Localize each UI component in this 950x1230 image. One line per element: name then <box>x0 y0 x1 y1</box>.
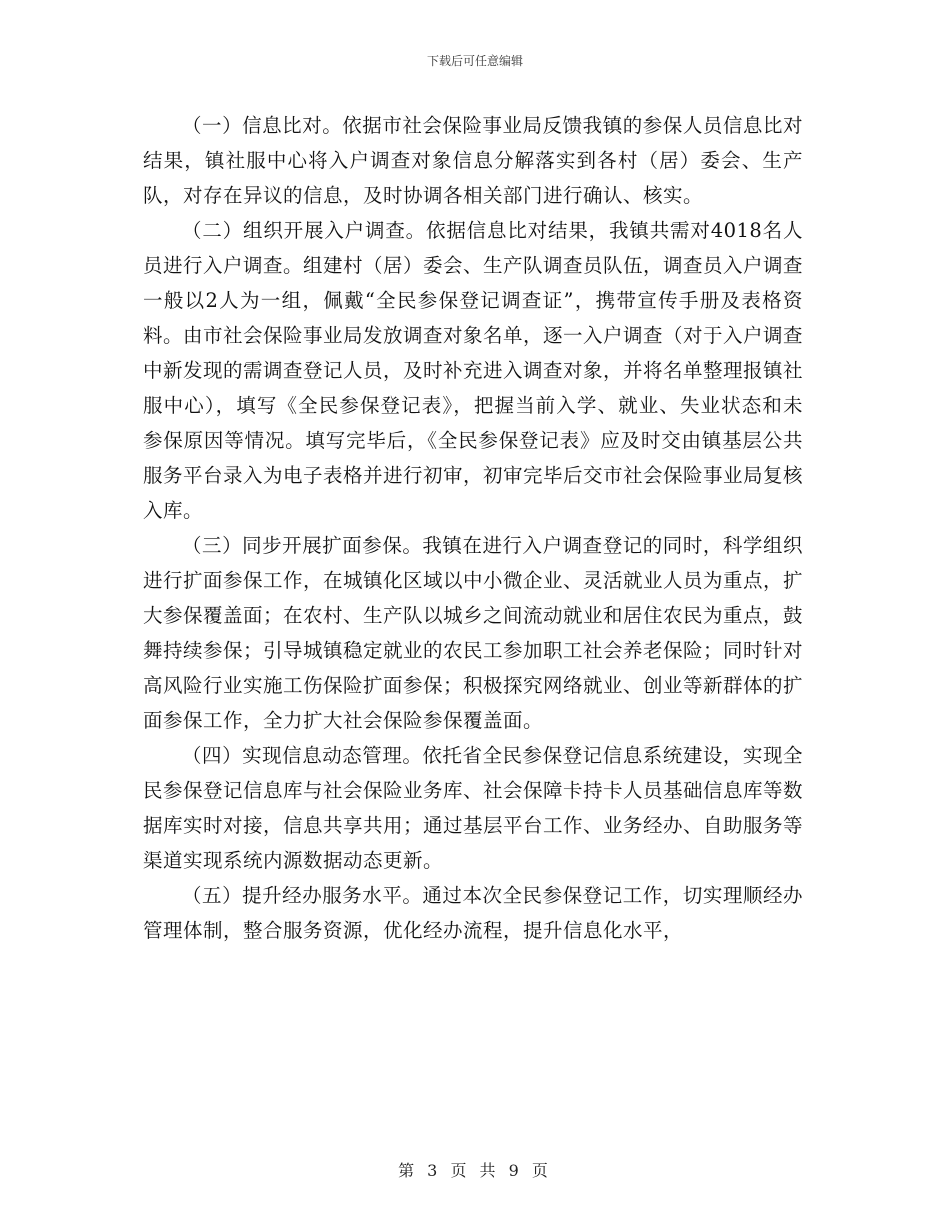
document-body <box>143 108 803 948</box>
page-number: 第 3 页 共 9 页 <box>398 1161 552 1180</box>
paragraph-1: （一）信息比对。依据市社会保险事业局反馈我镇的参保人员信息比对结果，镇社服中心将入户调查对象信息分解落实到各村（居）委会、生产队，对存在异议的信息，及时协调各相关部门进行确认、核实。 <box>143 114 803 207</box>
paragraph-4: （四）实现信息动态管理。依托省全民参保登记信息系统建设，实现全民参保登记信息库与社会保险业务库、社会保障卡持卡人员基础信息库等数据库实时对接，信息共享共用；通过基层平台工作、业务经办、自助服务等渠道实现系统内源数据动态更新。 <box>143 744 804 872</box>
paragraph-3: （三）同步开展扩面参保。我镇在进行入户调查登记的同时，科学组织进行扩面参保工作，在城镇化区域以中小微企业、灵活就业人员为重点，扩大参保覆盖面；在农村、生产队以城乡之间流动就业和居住农民为重点，鼓舞持续参保；引导城镇稳定就业的农民工参加职工社会养老保险；同时针对高风险行业实施工伤保险扩面参保；积极探究网络就业、创业等新群体的扩面参保工作，全力扩大社会保险参保覆盖面。 <box>143 534 804 732</box>
paragraph-5: （五）提升经办服务水平。通过本次全民参保登记工作，切实理顺经办管理体制，整合服务资源，优化经办流程，提升信息化水平， <box>143 884 803 942</box>
page-header: 下载后可任意编辑 <box>426 54 523 68</box>
paragraph-2: （二）组织开展入户调查。依据信息比对结果，我镇共需对4018名人员进行入户调查。组建村（居）委会、生产队调查员队伍，调查员入户调查一般以2人为一组，佩戴“全民参保登记调查证”，携带宣传手册及表格资料。由市社会保险事业局发放调查对象名单，逐一入户调查（对于入户调查中新发现的需调查登记人员，及时补充进入调查对象，并将名单整理报镇社服中心），填写《全民参保登记表》，把握当前入学、就业、失业状态和未参保原因等情况。填写完毕后，《全民参保登记表》应及时交由镇基层公共服务平台录入为电子表格并进行初审，初审完毕后交市社会保险事业局复核入库。 <box>143 219 804 522</box>
